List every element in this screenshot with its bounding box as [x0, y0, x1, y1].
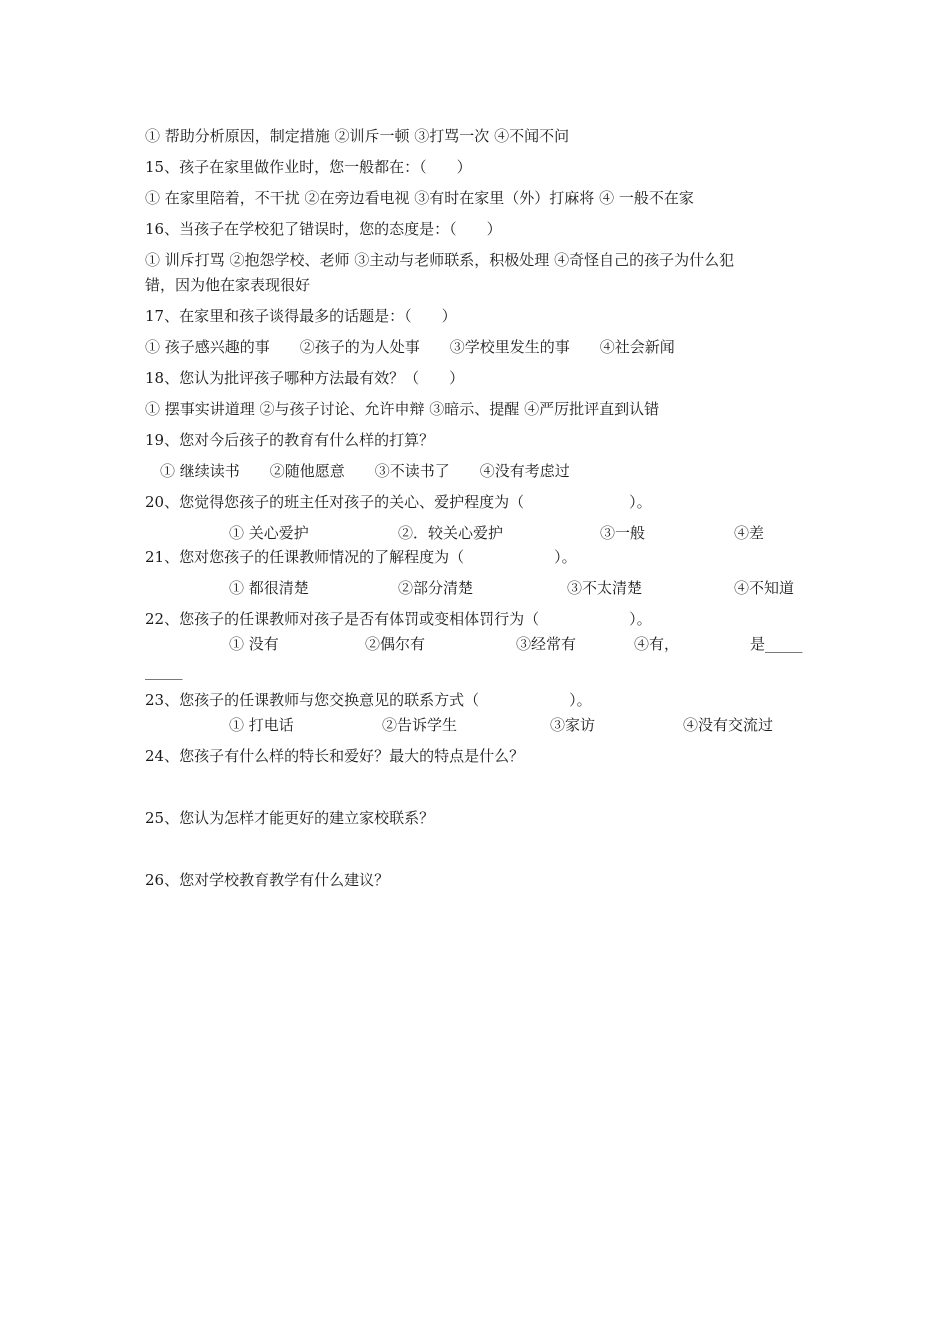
question-15: 15、孩子在家里做作业时，您一般都在：（ ）: [145, 158, 472, 176]
q16-options-line2: 错，因为他在家表现很好: [145, 276, 311, 294]
question-19: 19、您对今后孩子的教育有什么样的打算？: [145, 431, 435, 449]
q23-option-1: ① 打电话: [229, 716, 294, 734]
question-23: 23、您孩子的任课教师与您交换意见的联系方式（ ）。: [145, 691, 592, 709]
q21-option-3: ③不太清楚: [567, 579, 643, 597]
q21-option-4: ④不知道: [734, 579, 795, 597]
q15-options: ① 在家里陪着，不干扰 ②在旁边看电视 ③有时在家里（外）打麻将 ④ 一般不在家: [145, 189, 694, 207]
question-17: 17、在家里和孩子谈得最多的话题是：（ ）: [145, 307, 457, 325]
q21-option-2: ②部分清楚: [398, 579, 474, 597]
question-26: 26、您对学校教育教学有什么建议？: [145, 871, 390, 889]
q20-option-2: ②．较关心爱护: [398, 524, 504, 542]
question-20: 20、您觉得您孩子的班主任对孩子的关心、爱护程度为（ ）。: [145, 493, 652, 511]
question-21: 21、您对您孩子的任课教师情况的了解程度为（ ）。: [145, 548, 577, 566]
q20-option-3: ③一般: [600, 524, 646, 542]
q18-options: ① 摆事实讲道理 ②与孩子讨论、允许申辩 ③暗示、提醒 ④严厉批评直到认错: [145, 400, 660, 418]
q22-option-3: ③经常有: [516, 635, 577, 653]
question-22: 22、您孩子的任课教师对孩子是否有体罚或变相体罚行为（ ）。: [145, 610, 652, 628]
q22-option-2: ②偶尔有: [365, 635, 426, 653]
q20-option-4: ④差: [734, 524, 765, 542]
q22-blank-continuation: _____: [145, 662, 183, 680]
q23-option-3: ③家访: [550, 716, 596, 734]
q22-option-4: ④有，: [634, 635, 680, 653]
q16-options-line1: ① 训斥打骂 ②抱怨学校、老师 ③主动与老师联系，积极处理 ④奇怪自己的孩子为什么犯: [145, 251, 735, 269]
question-18: 18、您认为批评孩子哪种方法最有效？（ ）: [145, 369, 465, 387]
question-25: 25、您认为怎样才能更好的建立家校联系？: [145, 809, 435, 827]
q23-option-2: ②告诉学生: [382, 716, 458, 734]
q22-option-4-blank: 是_____: [750, 635, 803, 653]
q21-option-1: ① 都很清楚: [229, 579, 309, 597]
q17-options: ① 孩子感兴趣的事 ②孩子的为人处事 ③学校里发生的事 ④社会新闻: [145, 338, 675, 356]
question-24: 24、您孩子有什么样的特长和爱好？最大的特点是什么？: [145, 747, 525, 765]
q20-option-1: ① 关心爱护: [229, 524, 309, 542]
q23-option-4: ④没有交流过: [683, 716, 774, 734]
q14-options: ① 帮助分析原因，制定措施 ②训斥一顿 ③打骂一次 ④不闻不问: [145, 127, 570, 145]
question-16: 16、当孩子在学校犯了错误时，您的态度是：（ ）: [145, 220, 502, 238]
q19-options: ① 继续读书 ②随他愿意 ③不读书了 ④没有考虑过: [160, 462, 570, 480]
q22-option-1: ① 没有: [229, 635, 279, 653]
